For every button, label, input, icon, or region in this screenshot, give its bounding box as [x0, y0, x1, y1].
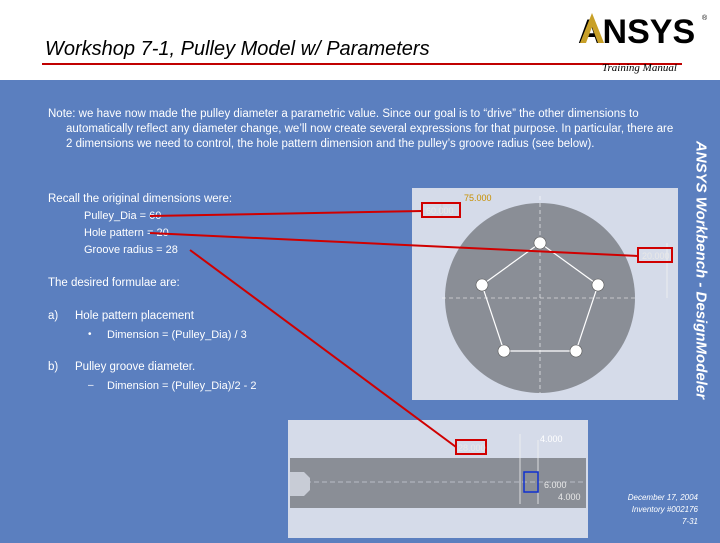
dim-groove-label: 28.000: [458, 443, 486, 453]
slide-title: Workshop 7-1, Pulley Model w/ Parameters: [45, 38, 430, 60]
formula-b-marker: b): [48, 361, 59, 373]
note-paragraph: Note: we have now made the pulley diameter a parametric value. Since our goal is to “drive” the other dimensions to automatically reflect any diameter change, we’ll now create several expressions for that purpose. In particular, there are 2 dimensions we need to control, the hole pattern dimension and the pulley’s groove radius (see below).: [48, 108, 674, 150]
recall-item: Hole pattern = 20: [84, 227, 169, 239]
logo-text: ANSYS: [578, 13, 696, 50]
recall-item: Pulley_Dia = 60: [84, 210, 162, 222]
recall-heading: Recall the original dimensions were:: [48, 193, 233, 205]
bullet-icon: •: [88, 329, 92, 340]
footer-page: 7-31: [681, 517, 698, 526]
dim-small-bot-label: 4.000: [558, 492, 581, 502]
sidebar-text: ANSYS Workbench - DesignModeler: [692, 140, 710, 400]
leader-hole: [150, 233, 638, 256]
formula-a-text: Dimension = (Pulley_Dia) / 3: [107, 329, 247, 341]
leader-dia: [150, 211, 422, 216]
footer-date: December 17, 2004: [627, 493, 698, 502]
leader-groove: [190, 250, 456, 447]
footer-inventory: Inventory #002176: [631, 505, 698, 514]
dim-small-mid-label: 6.000: [544, 480, 567, 490]
footer: [628, 492, 698, 528]
formula-a-marker: a): [48, 310, 59, 322]
recall-item: Groove radius = 28: [84, 244, 178, 256]
formula-b-text: Dimension = (Pulley_Dia)/2 - 2: [107, 380, 257, 392]
dim-top-label: 75.000: [464, 193, 492, 203]
dim-small-top-label: 4.000: [540, 434, 563, 444]
dim-dia-label: 60.000: [426, 206, 454, 216]
formula-b-label: Pulley groove diameter.: [75, 361, 196, 373]
dim-hole-label: 20.000: [642, 251, 670, 261]
dash-icon: –: [88, 380, 94, 391]
training-manual-label: Training Manual: [602, 62, 677, 74]
formula-a-label: Hole pattern placement: [75, 310, 194, 322]
logo-mark: ®: [702, 15, 708, 22]
formulae-heading: The desired formulae are:: [48, 277, 180, 289]
